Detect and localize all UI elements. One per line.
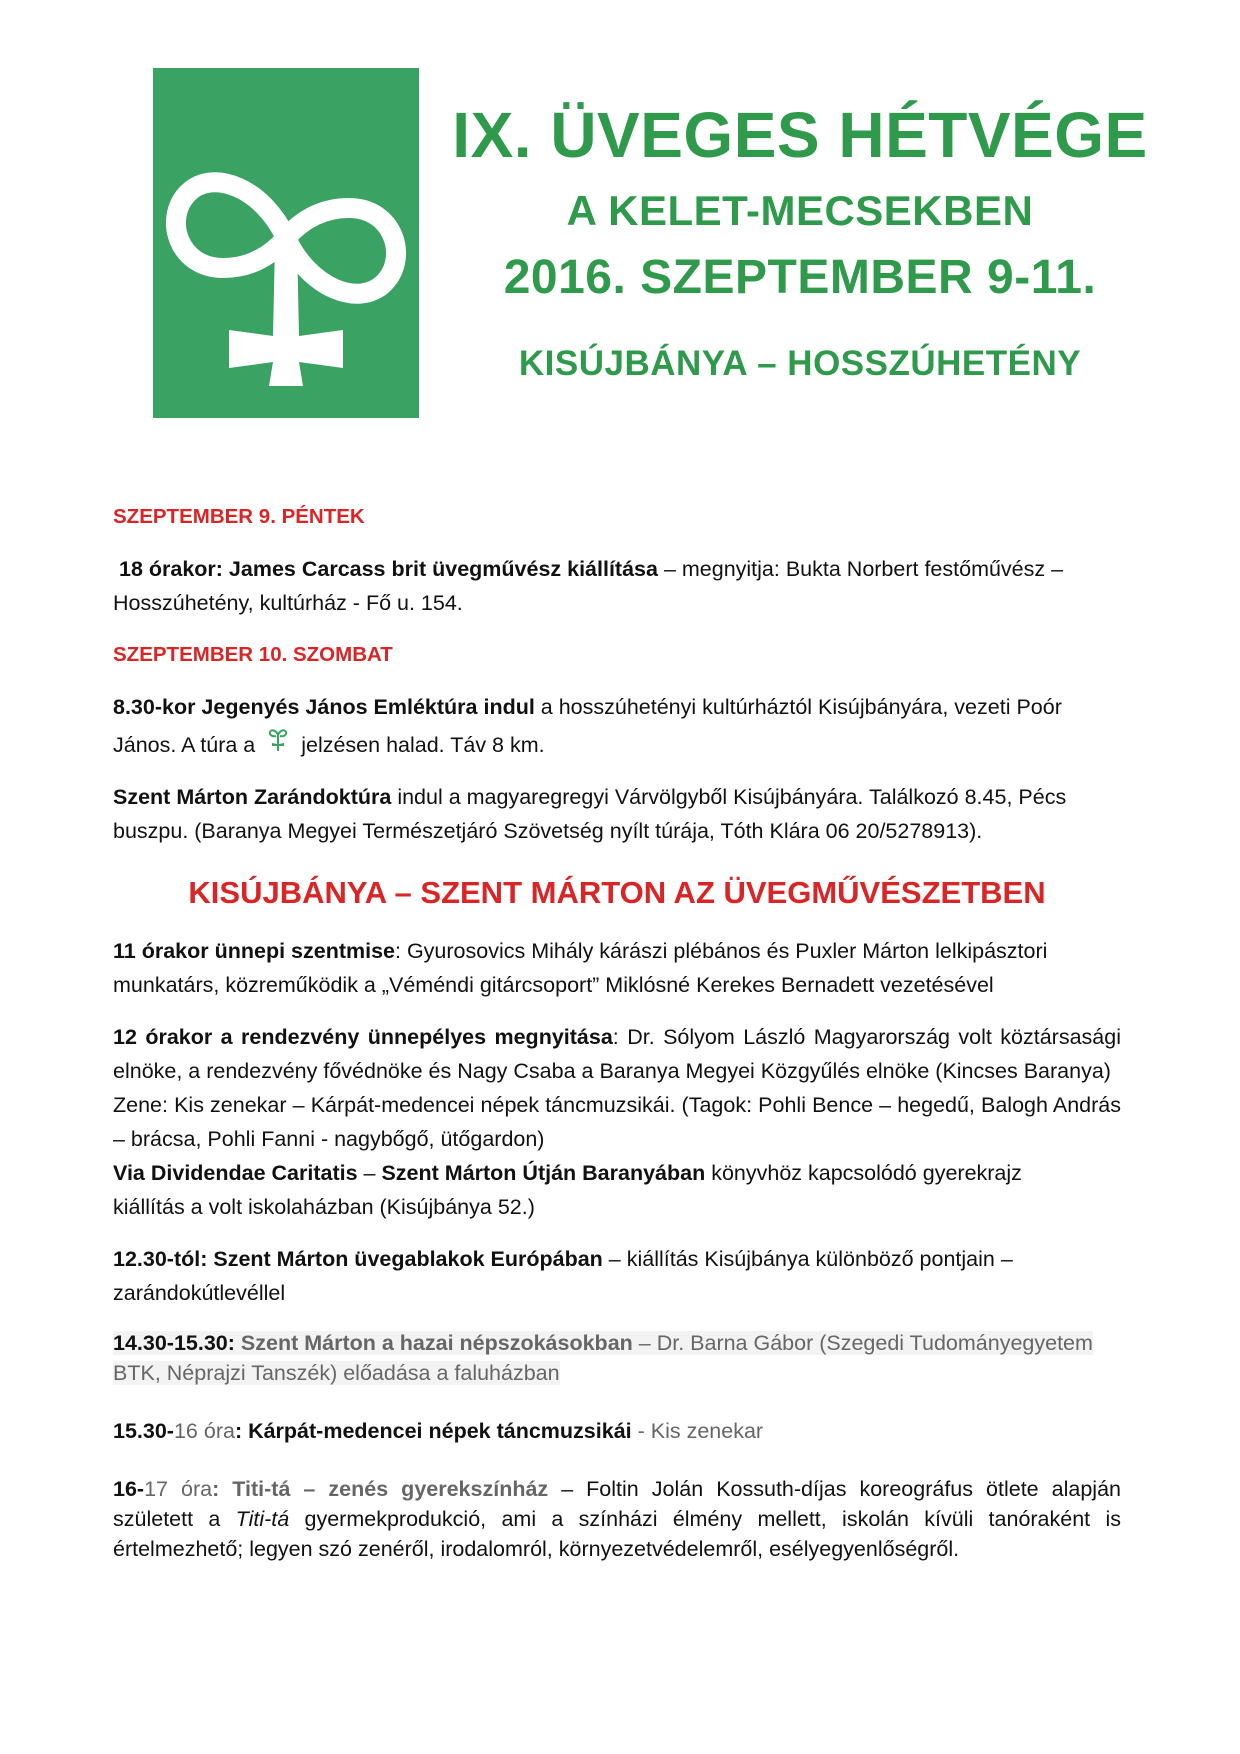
hike-text-2b: jelzésen halad. Táv 8 km. bbox=[301, 733, 545, 757]
program-item-theatre bbox=[113, 1474, 1121, 1564]
ribbon-cross-icon bbox=[153, 68, 419, 418]
mass-text: : Gyurosovics Mihály kárászi plébános és Puxler Márton lelkipásztori bbox=[395, 939, 1048, 963]
program-item-music bbox=[113, 1088, 1121, 1156]
lecture-title: Szent Márton a hazai népszokásokban bbox=[234, 1331, 633, 1355]
event-title: IX. ÜVEGES HÉTVÉGE bbox=[452, 99, 1148, 171]
theatre-time-end: 17 óra bbox=[144, 1477, 213, 1501]
windows-title: 12.30-tól: Szent Márton üvegablakok Európában bbox=[113, 1247, 603, 1271]
dance-title: : Kárpát-medencei népek táncmuzsikái bbox=[234, 1419, 632, 1443]
section-title: KISÚJBÁNYA – SZENT MÁRTON AZ ÜVEGMŰVÉSZETBEN bbox=[188, 875, 1046, 910]
program-content bbox=[113, 500, 1121, 1564]
dance-time-end: 16 óra bbox=[173, 1419, 235, 1443]
via-text: könyvhöz kapcsolódó gyerekrajz bbox=[705, 1161, 1022, 1185]
theatre-italic-title: Titi-tá bbox=[235, 1507, 290, 1531]
windows-text-2: zarándokútlevéllel bbox=[113, 1281, 286, 1305]
opening-text: : Dr. Sólyom László Magyarország volt köztársasági elnöke, a rendezvény fővédnöke és Nagy Csaba a Baranya Megyei Közgyűlés elnöke (Kincses Baranya) bbox=[113, 1025, 1121, 1083]
lecture-text: – Dr. Barna Gábor (Szegedi Tudományegyetem bbox=[632, 1331, 1093, 1355]
event-location: KISÚJBÁNYA – HOSSZÚHETÉNY bbox=[518, 344, 1082, 383]
dance-text: - Kis zenekar bbox=[631, 1419, 764, 1443]
program-item-opening bbox=[113, 1020, 1121, 1088]
via-title: Via Dividendae Caritatis bbox=[113, 1161, 358, 1185]
program-item-exhibition bbox=[113, 552, 1121, 620]
pilgrimage-title: Szent Márton Zarándoktúra bbox=[113, 785, 392, 809]
program-item-mass bbox=[113, 934, 1121, 1002]
mass-title: 11 órakor ünnepi szentmise bbox=[113, 939, 395, 963]
hike-text: a hosszúhetényi kultúrháztól Kisújbányára, vezeti Poór bbox=[534, 695, 1062, 719]
event-subtitle: A KELET-MECSEKBEN bbox=[566, 187, 1034, 234]
pilgrimage-text-2: buszpu. (Baranya Megyei Természetjáró Szövetség nyílt túrája, Tóth Klára 06 20/5278913). bbox=[113, 819, 983, 843]
exhibition-text-2: Hosszúhetény, kultúrház - Fő u. 154. bbox=[113, 591, 463, 615]
exhibition-text: – megnyitja: Bukta Norbert festőművész – bbox=[657, 557, 1064, 581]
lecture-text-2: BTK, Néprajzi Tanszék) előadása a faluházban bbox=[113, 1361, 560, 1385]
music-text: Zene: Kis zenekar – Kárpát-medencei népek táncmuzsikái. (Tagok: Pohli Bence – hegedű, Balogh András – brácsa, Pohli Fanni - nagybőgő, ütőgardon) bbox=[113, 1093, 1121, 1151]
trail-mark-icon bbox=[267, 724, 289, 754]
program-item-dance-music bbox=[113, 1414, 1121, 1448]
pilgrimage-text: indul a magyaregregyi Várvölgyből Kisújbányára. Találkozó 8.45, Pécs bbox=[391, 785, 1067, 809]
program-item-lecture bbox=[113, 1328, 1121, 1388]
program-item-stained-glass bbox=[113, 1242, 1121, 1310]
dance-time-start: 15.30- bbox=[113, 1419, 174, 1443]
festival-logo bbox=[153, 68, 419, 418]
opening-title: 12 órakor a rendezvény ünnepélyes megnyitása bbox=[113, 1025, 613, 1049]
exhibition-title: 18 órakor: James Carcass brit üvegművész kiállítása bbox=[118, 557, 658, 581]
hike-title: 8.30-kor Jegenyés János Emléktúra indul bbox=[113, 695, 535, 719]
via-separator: – bbox=[357, 1161, 382, 1185]
day-heading-friday: SZEPTEMBER 9. PÉNTEK bbox=[113, 505, 365, 528]
lecture-time: 14.30-15.30: bbox=[113, 1331, 235, 1355]
theatre-title: : Titi-tá – zenés gyerekszínház bbox=[212, 1477, 549, 1501]
theatre-time-start: 16- bbox=[113, 1477, 145, 1501]
theatre-text: – Foltin Jolán Kossuth-díjas koreográfus ötlete alapján született a bbox=[113, 1477, 1121, 1531]
event-date: 2016. SZEPTEMBER 9-11. bbox=[503, 251, 1097, 304]
via-text-2: kiállítás a volt iskolaházban (Kisújbánya 52.) bbox=[113, 1195, 535, 1219]
program-item-pilgrimage bbox=[113, 780, 1121, 848]
mass-text-2: munkatárs, közreműködik a „Véméndi gitárcsoport” Miklósné Kerekes Bernadett vezetésével bbox=[113, 973, 994, 997]
windows-text: – kiállítás Kisújbánya különböző pontjain – bbox=[602, 1247, 1013, 1271]
hike-text-2a: János. A túra a bbox=[113, 733, 256, 757]
day-heading-saturday: SZEPTEMBER 10. SZOMBAT bbox=[113, 643, 393, 666]
program-item-drawing-exhibition bbox=[113, 1156, 1121, 1224]
via-book-title: Szent Márton Útján Baranyában bbox=[381, 1161, 706, 1185]
theatre-text-2: gyermekprodukció, ami a színházi élmény mellett, iskolán kívüli tanóraként is értelmezhető; legyen szó zenéről, irodalomról, környezetvédelemről, esélyegyenlőségről. bbox=[113, 1507, 1121, 1561]
program-item-memorial-hike bbox=[113, 690, 1121, 762]
